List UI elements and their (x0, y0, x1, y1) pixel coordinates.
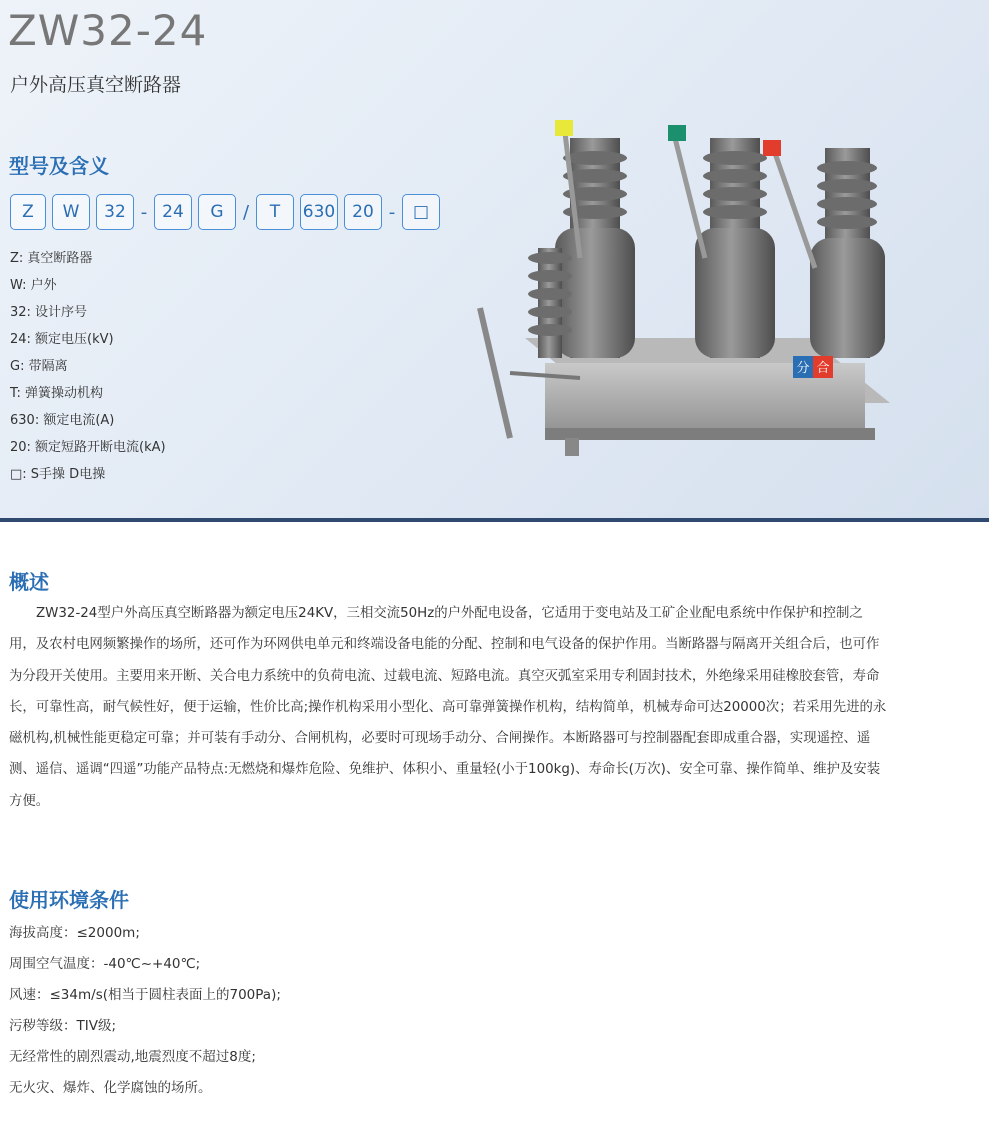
model-code-separator: - (140, 201, 148, 223)
model-code-box: G (198, 194, 236, 230)
overview-heading: 概述 (9, 570, 49, 594)
environment-item: 周围空气温度：-40℃~+40℃; (9, 956, 201, 972)
environment-item: 无火灾、爆炸、化学腐蚀的场所。 (9, 1080, 212, 1096)
overview-text (9, 598, 889, 817)
definition-item: W: 户外 (10, 278, 57, 293)
model-meaning-heading: 型号及含义 (9, 154, 109, 178)
product-subtitle: 户外高压真空断路器 (10, 74, 182, 96)
model-code-box: 24 (154, 194, 192, 230)
definition-item: G: 带隔离 (10, 359, 68, 374)
definition-list (10, 247, 166, 490)
model-code-box: Z (10, 194, 46, 230)
environment-item: 污秽等级：TIV级; (9, 1018, 117, 1034)
model-code-box: □ (402, 194, 440, 230)
model-code-row (10, 192, 446, 232)
environment-item: 无经常性的剧烈震动,地震烈度不超过8度; (9, 1049, 256, 1065)
environment-list (9, 920, 281, 1106)
model-code-separator: / (242, 201, 250, 223)
definition-item: 630: 额定电流(A) (10, 413, 115, 428)
model-title: ZW32-24 (8, 6, 208, 55)
model-code-box: T (256, 194, 294, 230)
definition-item: 20: 额定短路开断电流(kA) (10, 440, 166, 455)
model-code-box: 630 (300, 194, 338, 230)
open-close-indicator (793, 356, 833, 378)
model-code-box: 32 (96, 194, 134, 230)
model-code-box: 20 (344, 194, 382, 230)
definition-item: Z: 真空断路器 (10, 251, 93, 266)
open-label: 分 (796, 361, 810, 376)
circuit-breaker-image (470, 108, 900, 458)
insulator-columns (528, 138, 885, 358)
overview-paragraph: ZW32-24型户外高压真空断路器为额定电压24KV，三相交流50Hz的户外配电设备，它适用于变电站及工矿企业配电系统中作保护和控制之用，及农村电网频繁操作的场所，还可作为环网供电单元和终端设备电能的分配、控制和电气设备的保护作用。当断路器与隔离开关组合后，也可作为分段开关使用。主要用来开断、关合电力系统中的负荷电流、过载电流、短路电流。真空灭弧室采用专利固封技术，外绝缘采用硅橡胶套管，寿命长，可靠性高，耐气候性好，便于运输，性价比高;操作机构采用小型化、高可靠弹簧操作机构，结构简单，机械寿命可达20000次；若采用先进的永磁机构,机械性能更稳定可靠；并可装有手动分、合闸机构，必要时可现场手动分、合闸操作。本断路器可与控制器配套即成重合器，实现遥控、遥测、遥信、遥调“四遥”功能产品特点:无燃烧和爆炸危险、免维护、体积小、重量轻(小于100kg)、寿命长(万次)、安全可靠、操作简单、维护及安装方便。 (9, 606, 887, 809)
definition-item: 24: 额定电压(kV) (10, 332, 114, 347)
close-label: 合 (816, 361, 830, 376)
definition-item: □: S手操 D电操 (10, 467, 106, 482)
environment-heading: 使用环境条件 (9, 888, 129, 912)
definition-item: T: 弹簧操动机构 (10, 386, 104, 401)
environment-item: 海拔高度：≤2000m; (9, 925, 140, 941)
model-code-separator: - (388, 201, 396, 223)
model-code-box: W (52, 194, 90, 230)
definition-item: 32: 设计序号 (10, 305, 88, 320)
environment-item: 风速：≤34m/s(相当于圆柱表面上的700Pa); (9, 987, 281, 1003)
hero-divider (0, 518, 989, 522)
